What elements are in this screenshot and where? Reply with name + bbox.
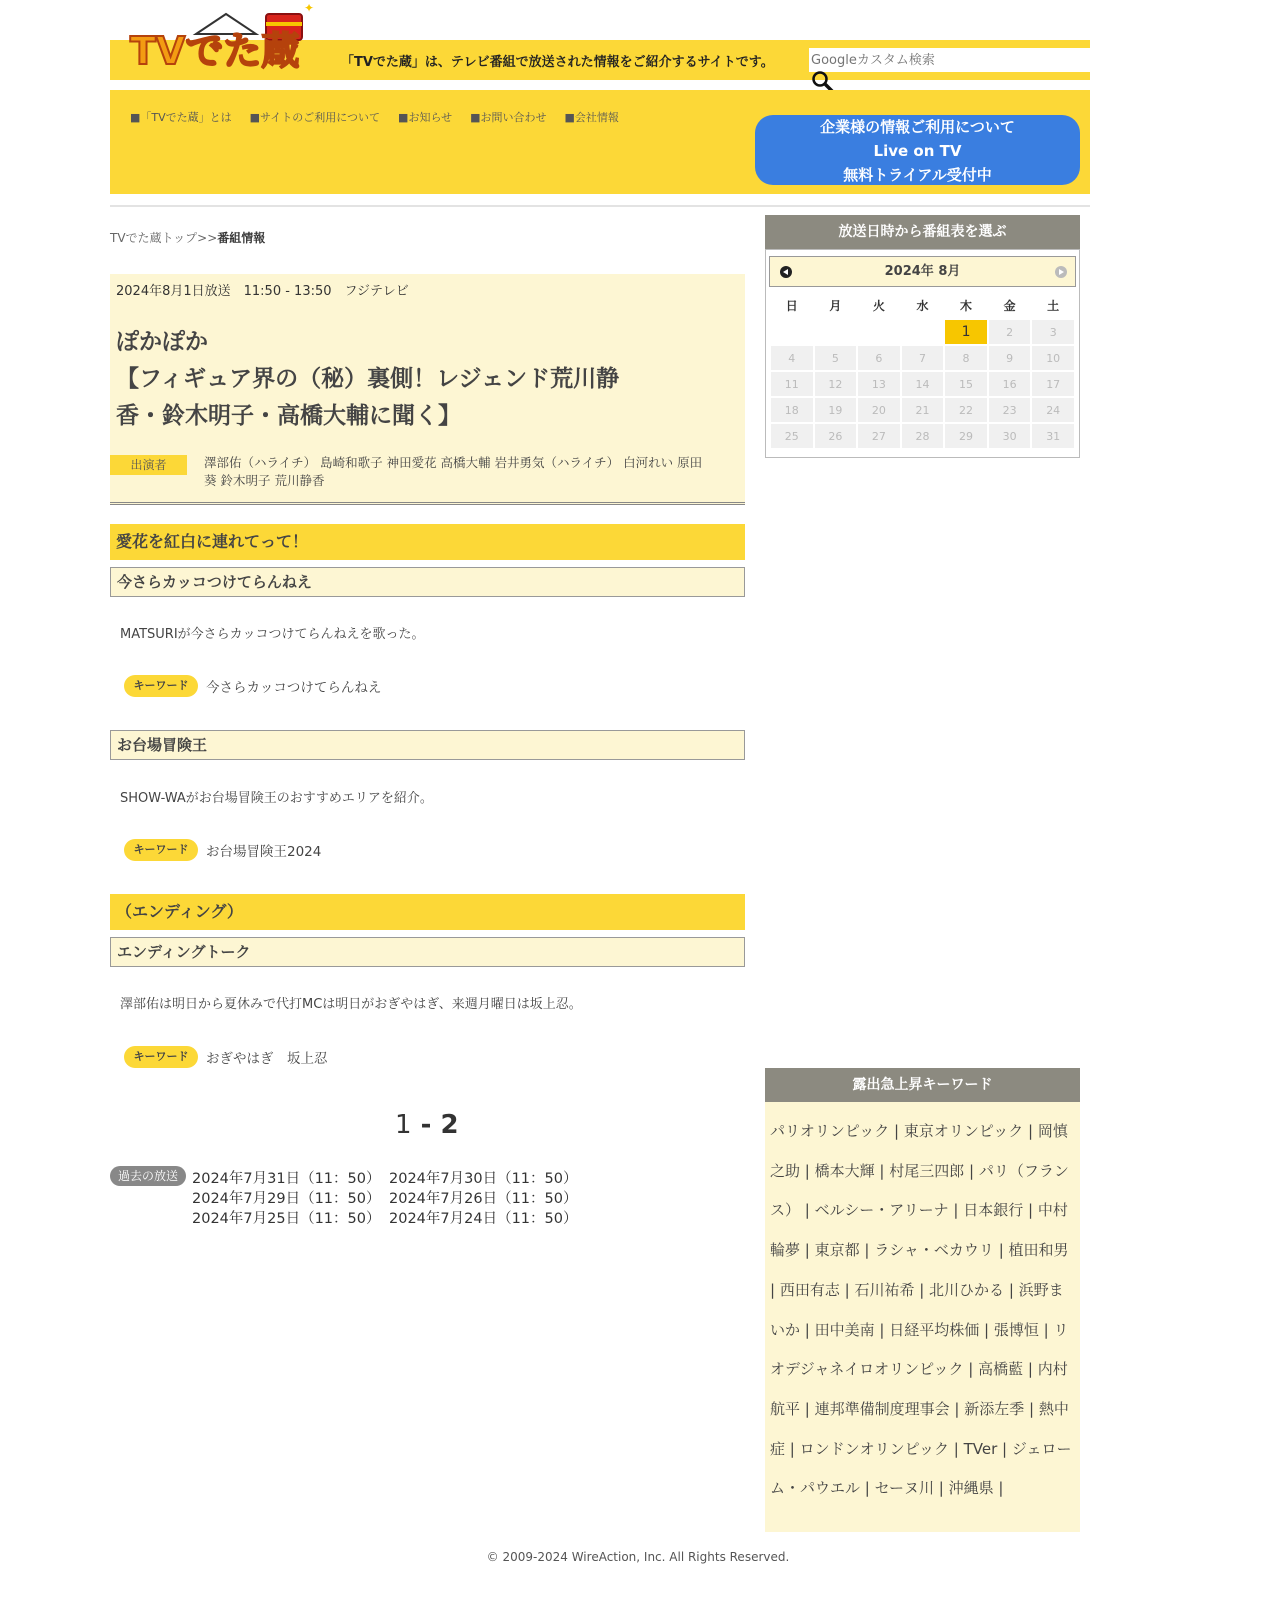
trending-keyword-link[interactable]: 日経平均株価 bbox=[889, 1320, 980, 1339]
nav-item-news[interactable]: ■お知らせ bbox=[398, 111, 453, 124]
calendar-day: 17 bbox=[1032, 372, 1074, 396]
past-broadcast-link[interactable]: 2024年7月26日（11：50） bbox=[389, 1191, 578, 1207]
past-broadcast-link[interactable]: 2024年7月25日（11：50） bbox=[192, 1211, 381, 1227]
calendar-weekday: 火 bbox=[872, 298, 885, 313]
calendar-day: 13 bbox=[858, 372, 900, 396]
calendar-day: 21 bbox=[902, 398, 944, 422]
trending-keyword-link[interactable]: 植田和男 bbox=[1008, 1241, 1069, 1260]
trending-keyword-link[interactable]: ジェローム・パウエル bbox=[770, 1439, 1072, 1498]
calendar-day: 28 bbox=[902, 424, 944, 448]
site-logo[interactable] bbox=[126, 4, 316, 76]
calendar-day: 25 bbox=[771, 424, 813, 448]
calendar-day: 4 bbox=[771, 346, 813, 370]
trending-keywords-list: パリオリンピック | 東京オリンピック | 岡慎之助 | 橋本大輝 | 村尾三四郎 | パリ（フランス） | ベルシー・アリーナ | 日本銀行 | 中村輪夢 | 東京都 | ラシャ・ベカウリ | 植田和男 | 西田有志 | 石川祐希 | 北川ひかる | 浜野まいか | 田中美南 | 日経平均株価 | 張博恒 | リオデジャネイロオリンピック | 高橋藍 | 内村航平 | 連邦準備制度理事会 | 新添左季 | 熱中症 | ロンドンオリンピック | TVer | ジェローム・パウエル | セーヌ川 | 沖縄県 | bbox=[765, 1102, 1080, 1532]
calendar-day: 2 bbox=[989, 320, 1031, 344]
trending-keyword-link[interactable]: パリオリンピック bbox=[770, 1122, 890, 1140]
pagination bbox=[395, 1110, 459, 1140]
trial-banner-button[interactable] bbox=[755, 115, 1080, 185]
calendar-day: 31 bbox=[1032, 424, 1074, 448]
calendar-day: 22 bbox=[945, 398, 987, 422]
nav-item-about[interactable]: ■「TVでた蔵」とは bbox=[130, 111, 232, 124]
keyword-badge: キーワード bbox=[124, 675, 198, 697]
keyword-row bbox=[124, 1046, 328, 1070]
trending-keyword-link[interactable]: 連邦準備制度理事会 bbox=[814, 1399, 950, 1418]
calendar-empty-cell bbox=[902, 320, 944, 344]
keyword-link[interactable]: おぎやはぎ 坂上忍 bbox=[206, 1051, 328, 1067]
past-broadcast-list bbox=[192, 1169, 586, 1229]
calendar-day: 7 bbox=[902, 346, 944, 370]
calendar-day: 18 bbox=[771, 398, 813, 422]
program-title-line: ぽかぽか bbox=[116, 329, 208, 355]
calendar-grid bbox=[769, 290, 1076, 450]
page-link-1[interactable]: 1 bbox=[395, 1110, 412, 1140]
past-broadcast-link[interactable]: 2024年7月31日（11：50） bbox=[192, 1171, 381, 1187]
past-broadcast-label: 過去の放送 bbox=[110, 1166, 186, 1186]
trending-keyword-link[interactable]: 沖縄県 bbox=[948, 1479, 994, 1498]
trending-keyword-link[interactable]: ラシャ・ベカウリ bbox=[874, 1241, 994, 1260]
calendar-day: 20 bbox=[858, 398, 900, 422]
cta-line-2: Live on TV bbox=[873, 142, 962, 160]
next-month-icon[interactable] bbox=[1055, 266, 1067, 278]
keyword-badge: キーワード bbox=[124, 1046, 198, 1068]
trending-keywords-panel bbox=[765, 1068, 1080, 1532]
trending-keywords-heading: 露出急上昇キーワード bbox=[765, 1068, 1080, 1102]
calendar-weekday: 月 bbox=[829, 298, 842, 313]
calendar-day: 3 bbox=[1032, 320, 1074, 344]
calendar-day: 10 bbox=[1032, 346, 1074, 370]
trending-keyword-link[interactable]: 熱中症 bbox=[770, 1399, 1069, 1458]
breadcrumb-top-link[interactable]: TVでた蔵トップ>> bbox=[110, 231, 218, 245]
broadcast-info: 2024年8月1日放送 11:50 - 13:50 フジテレビ bbox=[116, 284, 409, 299]
topic-description: SHOW-WAがお台場冒険王のおすすめエリアを紹介。 bbox=[120, 791, 433, 806]
cta-line-1: 企業様の情報ご利用について bbox=[820, 118, 1015, 136]
trending-keyword-link[interactable]: 浜野まいか bbox=[770, 1280, 1064, 1339]
page-separator: - bbox=[411, 1110, 441, 1140]
cta-line-3: 無料トライアル受付中 bbox=[843, 166, 992, 184]
calendar-day: 29 bbox=[945, 424, 987, 448]
calendar-month-title: 2024年 8月 bbox=[884, 264, 961, 279]
trending-keyword-link[interactable]: 日本銀行 bbox=[963, 1201, 1024, 1220]
trending-keyword-link[interactable]: 張博恒 bbox=[993, 1320, 1039, 1339]
program-title-line: 【フィギュア界の（秘）裏側！レジェンド荒川静 bbox=[116, 366, 620, 392]
trending-keyword-link[interactable]: セーヌ川 bbox=[874, 1479, 935, 1498]
cast-label: 出演者 bbox=[110, 455, 187, 475]
trending-keyword-link[interactable]: 高橋藍 bbox=[978, 1360, 1024, 1379]
logo-text: TVでた蔵 bbox=[130, 29, 300, 73]
topic-description: 澤部佑は明日から夏休みで代打MCは明日がおぎやはぎ、来週月曜日は坂上忍。 bbox=[120, 997, 582, 1012]
search-input[interactable] bbox=[809, 48, 1090, 72]
keyword-row bbox=[124, 675, 381, 699]
trending-keyword-link[interactable]: 石川祐希 bbox=[854, 1280, 915, 1299]
svg-text:✦: ✦ bbox=[304, 4, 315, 15]
trending-keyword-link[interactable]: 田中美南 bbox=[814, 1320, 875, 1339]
trending-keyword-link[interactable]: ベルシー・アリーナ bbox=[814, 1201, 949, 1220]
trending-keyword-link[interactable]: 新添左季 bbox=[964, 1399, 1025, 1418]
calendar-day: 14 bbox=[902, 372, 944, 396]
trending-keyword-link[interactable]: TVer bbox=[963, 1439, 998, 1458]
keyword-row bbox=[124, 839, 321, 863]
calendar-empty-cell bbox=[771, 320, 813, 344]
calendar-weekday: 金 bbox=[1003, 298, 1016, 313]
breadcrumb bbox=[110, 229, 265, 246]
calendar-weekday: 木 bbox=[960, 298, 973, 313]
calendar-day: 8 bbox=[945, 346, 987, 370]
nav-item-company[interactable]: ■会社情報 bbox=[564, 111, 619, 124]
topic-description: MATSURIが今さらカッコつけてらんねえを歌った。 bbox=[120, 627, 425, 642]
nav-item-usage[interactable]: ■サイトのご利用について bbox=[249, 111, 381, 124]
calendar-day: 6 bbox=[858, 346, 900, 370]
calendar-weekday: 日 bbox=[785, 298, 798, 313]
calendar-day: 27 bbox=[858, 424, 900, 448]
calendar-day: 11 bbox=[771, 372, 813, 396]
section-heading: 愛花を紅白に連れてって！ bbox=[110, 524, 745, 560]
calendar-empty-cell bbox=[858, 320, 900, 344]
calendar-weekday: 土 bbox=[1047, 298, 1060, 313]
calendar-day: 9 bbox=[989, 346, 1031, 370]
calendar-day-selected[interactable]: 1 bbox=[945, 320, 987, 344]
calendar-day: 24 bbox=[1032, 398, 1074, 422]
past-broadcast-link[interactable]: 2024年7月29日（11：50） bbox=[192, 1191, 381, 1207]
calendar-day: 15 bbox=[945, 372, 987, 396]
trending-keyword-link[interactable]: 東京都 bbox=[814, 1241, 860, 1260]
breadcrumb-current: 番組情報 bbox=[217, 231, 266, 245]
past-broadcast-link[interactable]: 2024年7月24日（11：50） bbox=[389, 1211, 578, 1227]
page-current-2: 2 bbox=[440, 1110, 459, 1140]
calendar-weekday: 水 bbox=[916, 298, 929, 313]
divider bbox=[110, 205, 1090, 207]
calendar-day: 16 bbox=[989, 372, 1031, 396]
trending-keyword-link[interactable]: リオデジャネイロオリンピック bbox=[770, 1320, 1069, 1379]
trending-keyword-link[interactable]: 内村航平 bbox=[770, 1360, 1068, 1418]
trending-keyword-link[interactable]: 村尾三四郎 bbox=[889, 1161, 965, 1180]
trending-keyword-link[interactable]: ロンドンオリンピック bbox=[799, 1439, 950, 1458]
nav-item-contact[interactable]: ■お問い合わせ bbox=[470, 111, 547, 124]
calendar-day: 30 bbox=[989, 424, 1031, 448]
footer-copyright: © 2009-2024 WireAction, Inc. All Rights Reserved. bbox=[486, 1550, 790, 1564]
topic-heading: 今さらカッコつけてらんねえ bbox=[110, 567, 745, 597]
calendar-day: 19 bbox=[815, 398, 857, 422]
program-info-box bbox=[110, 274, 745, 505]
trending-keyword-link[interactable]: 中村輪夢 bbox=[770, 1201, 1068, 1260]
calendar-day: 5 bbox=[815, 346, 857, 370]
keyword-link[interactable]: 今さらカッコつけてらんねえ bbox=[206, 680, 382, 696]
calendar-day: 23 bbox=[989, 398, 1031, 422]
site-tagline: 「TVでた蔵」は、テレビ番組で放送された情報をご紹介するサイトです。 bbox=[341, 55, 774, 70]
past-broadcast-link[interactable]: 2024年7月30日（11：50） bbox=[389, 1171, 578, 1187]
topic-heading: エンディングトーク bbox=[110, 937, 745, 967]
trending-keyword-link[interactable]: 岡慎之助 bbox=[770, 1122, 1068, 1180]
keyword-badge: キーワード bbox=[124, 839, 198, 861]
calendar bbox=[765, 249, 1080, 458]
calendar-heading: 放送日時から番組表を選ぶ bbox=[765, 215, 1080, 249]
topic-heading: お台場冒険王 bbox=[110, 730, 745, 760]
calendar-empty-cell bbox=[815, 320, 857, 344]
calendar-header bbox=[769, 256, 1076, 287]
program-title-line: 香・鈴木明子・高橋大輔に聞く】 bbox=[116, 403, 461, 429]
keyword-link[interactable]: お台場冒険王2024 bbox=[206, 844, 322, 860]
trending-keyword-link[interactable]: 東京オリンピック bbox=[903, 1122, 1024, 1140]
cast-list[interactable]: 澤部佑（ハライチ） 島崎和歌子 神田愛花 高橋大輔 岩井勇気（ハライチ） 白河れい 原田葵 鈴木明子 荒川静香 bbox=[204, 455, 703, 488]
trending-keyword-link[interactable]: 北川ひかる bbox=[929, 1280, 1005, 1299]
global-nav bbox=[130, 110, 670, 126]
prev-month-icon[interactable] bbox=[780, 266, 792, 278]
nav-bar bbox=[110, 90, 1090, 194]
calendar-day: 12 bbox=[815, 372, 857, 396]
calendar-day: 26 bbox=[815, 424, 857, 448]
sidebar bbox=[765, 215, 1080, 1498]
program-title bbox=[116, 324, 736, 435]
section-heading: （エンディング） bbox=[110, 894, 745, 930]
trending-keyword-link[interactable]: 西田有志 bbox=[779, 1280, 840, 1299]
trending-keyword-link[interactable]: 橋本大輝 bbox=[814, 1161, 875, 1180]
trending-keyword-link[interactable]: パリ（フランス） bbox=[770, 1161, 1069, 1220]
